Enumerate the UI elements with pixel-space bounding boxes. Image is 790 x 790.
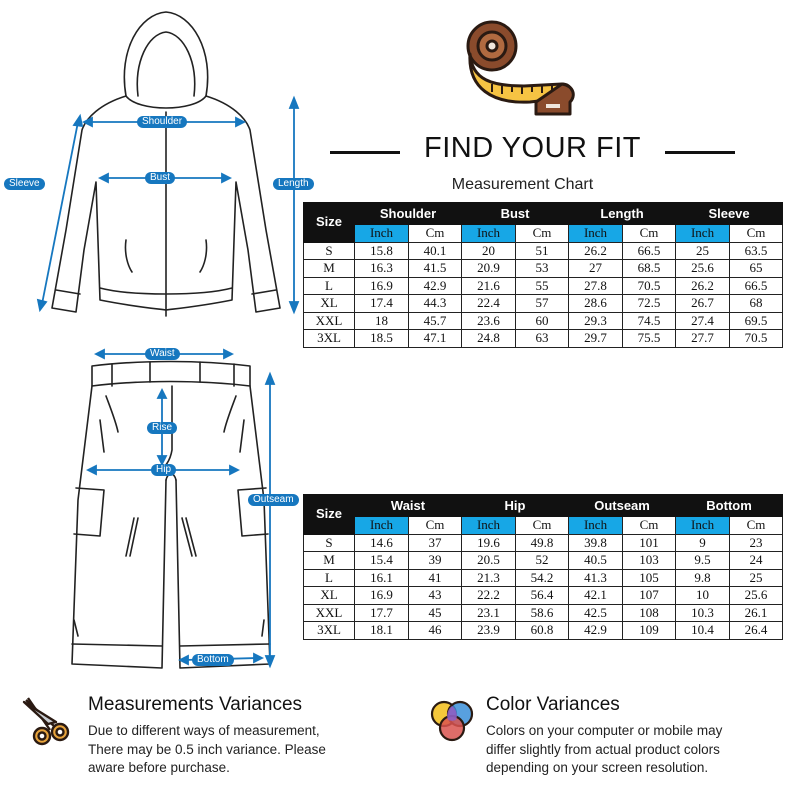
unit-cm-header: Cm	[409, 517, 462, 535]
inch-value-cell: 9	[676, 534, 730, 552]
unit-inch-header: Inch	[355, 517, 409, 535]
color-variance-title: Color Variances	[486, 694, 620, 715]
inch-value-cell: 9.8	[676, 569, 730, 587]
inch-value-cell: 28.6	[569, 295, 623, 313]
inch-value-cell: 10	[676, 587, 730, 605]
group-header-hip: Hip	[462, 495, 569, 517]
inch-value-cell: 20.9	[462, 260, 516, 278]
cm-value-cell: 63	[516, 330, 569, 348]
table-row	[304, 534, 783, 552]
cm-value-cell: 40.1	[409, 242, 462, 260]
inch-value-cell: 17.7	[355, 604, 409, 622]
unit-cm-header: Cm	[516, 517, 569, 535]
group-header-shoulder: Shoulder	[355, 203, 462, 225]
size-header: Size	[304, 495, 355, 535]
cm-value-cell: 41	[409, 569, 462, 587]
cm-value-cell: 47.1	[409, 330, 462, 348]
table-row	[304, 330, 783, 348]
waist-label: Waist	[145, 348, 180, 360]
cm-value-cell: 46	[409, 622, 462, 640]
group-header-waist: Waist	[355, 495, 462, 517]
inch-value-cell: 24.8	[462, 330, 516, 348]
inch-value-cell: 26.2	[569, 242, 623, 260]
inch-value-cell: 14.6	[355, 534, 409, 552]
size-cell: 3XL	[304, 622, 355, 640]
shoulder-label: Shoulder	[137, 116, 187, 128]
unit-cm-header: Cm	[623, 517, 676, 535]
cm-value-cell: 68.5	[623, 260, 676, 278]
pants-size-table	[303, 494, 783, 640]
table-row	[304, 277, 783, 295]
table-row	[304, 260, 783, 278]
cm-value-cell: 109	[623, 622, 676, 640]
unit-inch-header: Inch	[462, 517, 516, 535]
inch-value-cell: 29.7	[569, 330, 623, 348]
cm-value-cell: 43	[409, 587, 462, 605]
inch-value-cell: 17.4	[355, 295, 409, 313]
scissors-icon	[20, 696, 74, 746]
inch-value-cell: 16.9	[355, 587, 409, 605]
cm-value-cell: 37	[409, 534, 462, 552]
color-variance-text	[486, 722, 722, 778]
cm-value-cell: 44.3	[409, 295, 462, 313]
cm-value-cell: 58.6	[516, 604, 569, 622]
inch-value-cell: 25	[676, 242, 730, 260]
size-cell: L	[304, 277, 355, 295]
unit-inch-header: Inch	[569, 517, 623, 535]
cm-value-cell: 63.5	[730, 242, 783, 260]
cm-value-cell: 41.5	[409, 260, 462, 278]
cm-value-cell: 56.4	[516, 587, 569, 605]
cm-value-cell: 72.5	[623, 295, 676, 313]
inch-value-cell: 15.8	[355, 242, 409, 260]
size-cell: XXL	[304, 312, 355, 330]
table-row	[304, 552, 783, 570]
color-variance-line: depending on your screen resolution.	[486, 760, 709, 775]
pants-diagram	[0, 340, 330, 680]
unit-inch-header: Inch	[462, 225, 516, 243]
inch-value-cell: 16.9	[355, 277, 409, 295]
group-header-bottom: Bottom	[676, 495, 783, 517]
color-variance-line: Colors on your computer or mobile may	[486, 723, 723, 738]
cm-value-cell: 66.5	[623, 242, 676, 260]
inch-value-cell: 27.8	[569, 277, 623, 295]
table-row	[304, 295, 783, 313]
size-header: Size	[304, 203, 355, 243]
measurement-variance-line: aware before purchase.	[88, 760, 230, 775]
inch-value-cell: 9.5	[676, 552, 730, 570]
jacket-diagram	[0, 0, 330, 330]
sleeve-label: Sleeve	[4, 178, 45, 190]
inch-value-cell: 27	[569, 260, 623, 278]
measurement-variance-title: Measurements Variances	[88, 694, 303, 715]
inch-value-cell: 39.8	[569, 534, 623, 552]
size-cell: 3XL	[304, 330, 355, 348]
inch-value-cell: 40.5	[569, 552, 623, 570]
inch-value-cell: 22.2	[462, 587, 516, 605]
jacket-size-table	[303, 202, 783, 348]
title-rule-right	[665, 151, 735, 154]
table-row	[304, 312, 783, 330]
cm-value-cell: 49.8	[516, 534, 569, 552]
cm-value-cell: 57	[516, 295, 569, 313]
measurement-variance-line: There may be 0.5 inch variance. Please	[88, 741, 326, 757]
inch-value-cell: 10.4	[676, 622, 730, 640]
size-cell: S	[304, 242, 355, 260]
cm-value-cell: 70.5	[730, 330, 783, 348]
hip-label: Hip	[151, 464, 176, 476]
page-title: FIND YOUR FIT	[423, 132, 642, 164]
cm-value-cell: 108	[623, 604, 676, 622]
inch-value-cell: 10.3	[676, 604, 730, 622]
cm-value-cell: 39	[409, 552, 462, 570]
size-cell: S	[304, 534, 355, 552]
cm-value-cell: 52	[516, 552, 569, 570]
cm-value-cell: 75.5	[623, 330, 676, 348]
inch-value-cell: 16.1	[355, 569, 409, 587]
cm-value-cell: 25.6	[730, 587, 783, 605]
color-variance-line: differ slightly from actual product colors	[486, 741, 720, 757]
cm-value-cell: 24	[730, 552, 783, 570]
inch-value-cell: 21.3	[462, 569, 516, 587]
group-header-outseam: Outseam	[569, 495, 676, 517]
cm-value-cell: 26.1	[730, 604, 783, 622]
size-cell: L	[304, 569, 355, 587]
cm-value-cell: 70.5	[623, 277, 676, 295]
cm-value-cell: 45	[409, 604, 462, 622]
table-row	[304, 569, 783, 587]
table-row	[304, 604, 783, 622]
inch-value-cell: 23.6	[462, 312, 516, 330]
size-cell: XXL	[304, 604, 355, 622]
cm-value-cell: 23	[730, 534, 783, 552]
inch-value-cell: 26.2	[676, 277, 730, 295]
unit-cm-header: Cm	[730, 517, 783, 535]
rise-label: Rise	[147, 422, 177, 434]
table-row	[304, 242, 783, 260]
table-row	[304, 587, 783, 605]
size-cell: M	[304, 552, 355, 570]
cm-value-cell: 69.5	[730, 312, 783, 330]
unit-inch-header: Inch	[569, 225, 623, 243]
group-header-sleeve: Sleeve	[676, 203, 783, 225]
inch-value-cell: 18.1	[355, 622, 409, 640]
bust-label: Bust	[145, 172, 175, 184]
table-row	[304, 622, 783, 640]
cm-value-cell: 45.7	[409, 312, 462, 330]
inch-value-cell: 19.6	[462, 534, 516, 552]
measurement-variance-text	[88, 722, 326, 778]
unit-cm-header: Cm	[623, 225, 676, 243]
cm-value-cell: 51	[516, 242, 569, 260]
unit-cm-header: Cm	[409, 225, 462, 243]
measuring-tape-icon	[462, 18, 580, 118]
cm-value-cell: 68	[730, 295, 783, 313]
inch-value-cell: 22.4	[462, 295, 516, 313]
inch-value-cell: 20.5	[462, 552, 516, 570]
group-header-bust: Bust	[462, 203, 569, 225]
cm-value-cell: 53	[516, 260, 569, 278]
size-cell: XL	[304, 587, 355, 605]
cm-value-cell: 105	[623, 569, 676, 587]
inch-value-cell: 20	[462, 242, 516, 260]
cm-value-cell: 66.5	[730, 277, 783, 295]
unit-inch-header: Inch	[676, 517, 730, 535]
cm-value-cell: 74.5	[623, 312, 676, 330]
inch-value-cell: 18	[355, 312, 409, 330]
unit-inch-header: Inch	[676, 225, 730, 243]
inch-value-cell: 16.3	[355, 260, 409, 278]
inch-value-cell: 15.4	[355, 552, 409, 570]
size-cell: M	[304, 260, 355, 278]
size-cell: XL	[304, 295, 355, 313]
page-title-wrap	[330, 132, 735, 172]
inch-value-cell: 42.1	[569, 587, 623, 605]
cm-value-cell: 60.8	[516, 622, 569, 640]
color-circles-icon	[428, 698, 476, 744]
cm-value-cell: 65	[730, 260, 783, 278]
inch-value-cell: 42.5	[569, 604, 623, 622]
inch-value-cell: 27.7	[676, 330, 730, 348]
cm-value-cell: 103	[623, 552, 676, 570]
inch-value-cell: 23.9	[462, 622, 516, 640]
cm-value-cell: 25	[730, 569, 783, 587]
unit-cm-header: Cm	[730, 225, 783, 243]
measurement-variance-line: Due to different ways of measurement,	[88, 723, 320, 738]
cm-value-cell: 26.4	[730, 622, 783, 640]
cm-value-cell: 60	[516, 312, 569, 330]
page-subtitle: Measurement Chart	[451, 176, 594, 193]
cm-value-cell: 107	[623, 587, 676, 605]
cm-value-cell: 54.2	[516, 569, 569, 587]
outseam-label: Outseam	[248, 494, 299, 506]
inch-value-cell: 21.6	[462, 277, 516, 295]
unit-cm-header: Cm	[516, 225, 569, 243]
inch-value-cell: 41.3	[569, 569, 623, 587]
inch-value-cell: 27.4	[676, 312, 730, 330]
group-header-length: Length	[569, 203, 676, 225]
inch-value-cell: 25.6	[676, 260, 730, 278]
inch-value-cell: 23.1	[462, 604, 516, 622]
unit-inch-header: Inch	[355, 225, 409, 243]
length-label: Length	[273, 178, 314, 190]
bottom-label: Bottom	[192, 654, 234, 666]
inch-value-cell: 18.5	[355, 330, 409, 348]
cm-value-cell: 55	[516, 277, 569, 295]
inch-value-cell: 42.9	[569, 622, 623, 640]
cm-value-cell: 42.9	[409, 277, 462, 295]
inch-value-cell: 29.3	[569, 312, 623, 330]
cm-value-cell: 101	[623, 534, 676, 552]
inch-value-cell: 26.7	[676, 295, 730, 313]
